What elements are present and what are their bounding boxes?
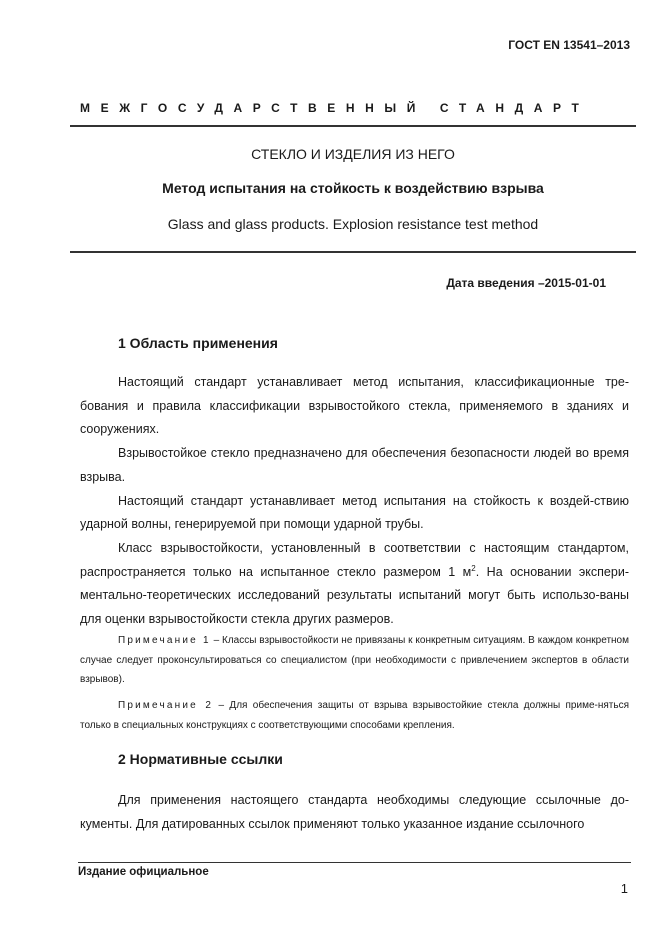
document-title: СТЕКЛО И ИЗДЕЛИЯ ИЗ НЕГО xyxy=(251,146,455,162)
superscript: 2 xyxy=(471,563,476,573)
english-title: Glass and glass products. Explosion resistance test method xyxy=(167,216,539,232)
section-2-body xyxy=(80,789,629,836)
paragraph: Настоящий стандарт устанавливает метод испытания на стойкость к воздей-ствию ударной волны, генерируемой при помощи ударной трубы. xyxy=(80,493,629,532)
note-text: – Для обеспечения защиты от взрыва взрывостойкие стекла должны приме-няться только в специальных конструкциях с соответствующими способами крепления. xyxy=(80,700,629,731)
page-number: 1 xyxy=(620,881,628,896)
note-label: Примечание 1 xyxy=(118,635,211,646)
note-text: – Классы взрывостойкости не привязаны к конкретным ситуациям. В каждом конкретном случае следует проконсультироваться со специалистом (при необходимости с привлечением экспертов в области взрывов). xyxy=(80,635,629,685)
introduction-date: Дата введения –2015-01-01 xyxy=(446,276,606,290)
paragraph: Взрывостойкое стекло предназначено для обеспечения безопасности людей во время взрыва. xyxy=(80,446,629,484)
interstate-standard-label: МЕЖГОСУДАРСТВЕННЫЙ СТАНДАРТ xyxy=(80,101,590,115)
paragraph: Настоящий стандарт устанавливает метод испытания, классификационные тре-бования и правила классификации взрывостойкого стекла, применяемого в зданиях и сооружениях. xyxy=(80,375,629,437)
note-2 xyxy=(80,696,629,735)
document-subtitle: Метод испытания на стойкость к воздействию взрыва xyxy=(162,180,544,196)
edition-label: Издание официальное xyxy=(78,866,209,878)
paragraph xyxy=(80,537,629,632)
top-rule xyxy=(70,125,636,127)
document-code: ГОСТ EN 13541–2013 xyxy=(508,38,630,52)
footer-rule xyxy=(78,862,631,863)
paragraph: Для применения настоящего стандарта необходимы следующие ссылочные до-кументы. Для датированных ссылок применяют только указанное издание ссылочного xyxy=(80,793,629,831)
paragraph-text: . На основании экспери-ментально-теоретических исследований результаты испытаний могут быть использо-ваны для оценки взрывостойкости стекла других размеров. xyxy=(80,564,629,627)
title-rule xyxy=(70,251,636,253)
note-1 xyxy=(80,631,629,690)
section-1-heading: 1 Область применения xyxy=(118,335,278,351)
note-label: Примечание 2 xyxy=(118,700,214,711)
paragraph-text: Класс взрывостойкости, установленный в соответствии с настоящим стандартом, распространяется только на испытанное стекло размером 1 м xyxy=(80,540,629,579)
section-1-body xyxy=(80,371,629,632)
section-2-heading: 2 Нормативные ссылки xyxy=(118,751,283,767)
